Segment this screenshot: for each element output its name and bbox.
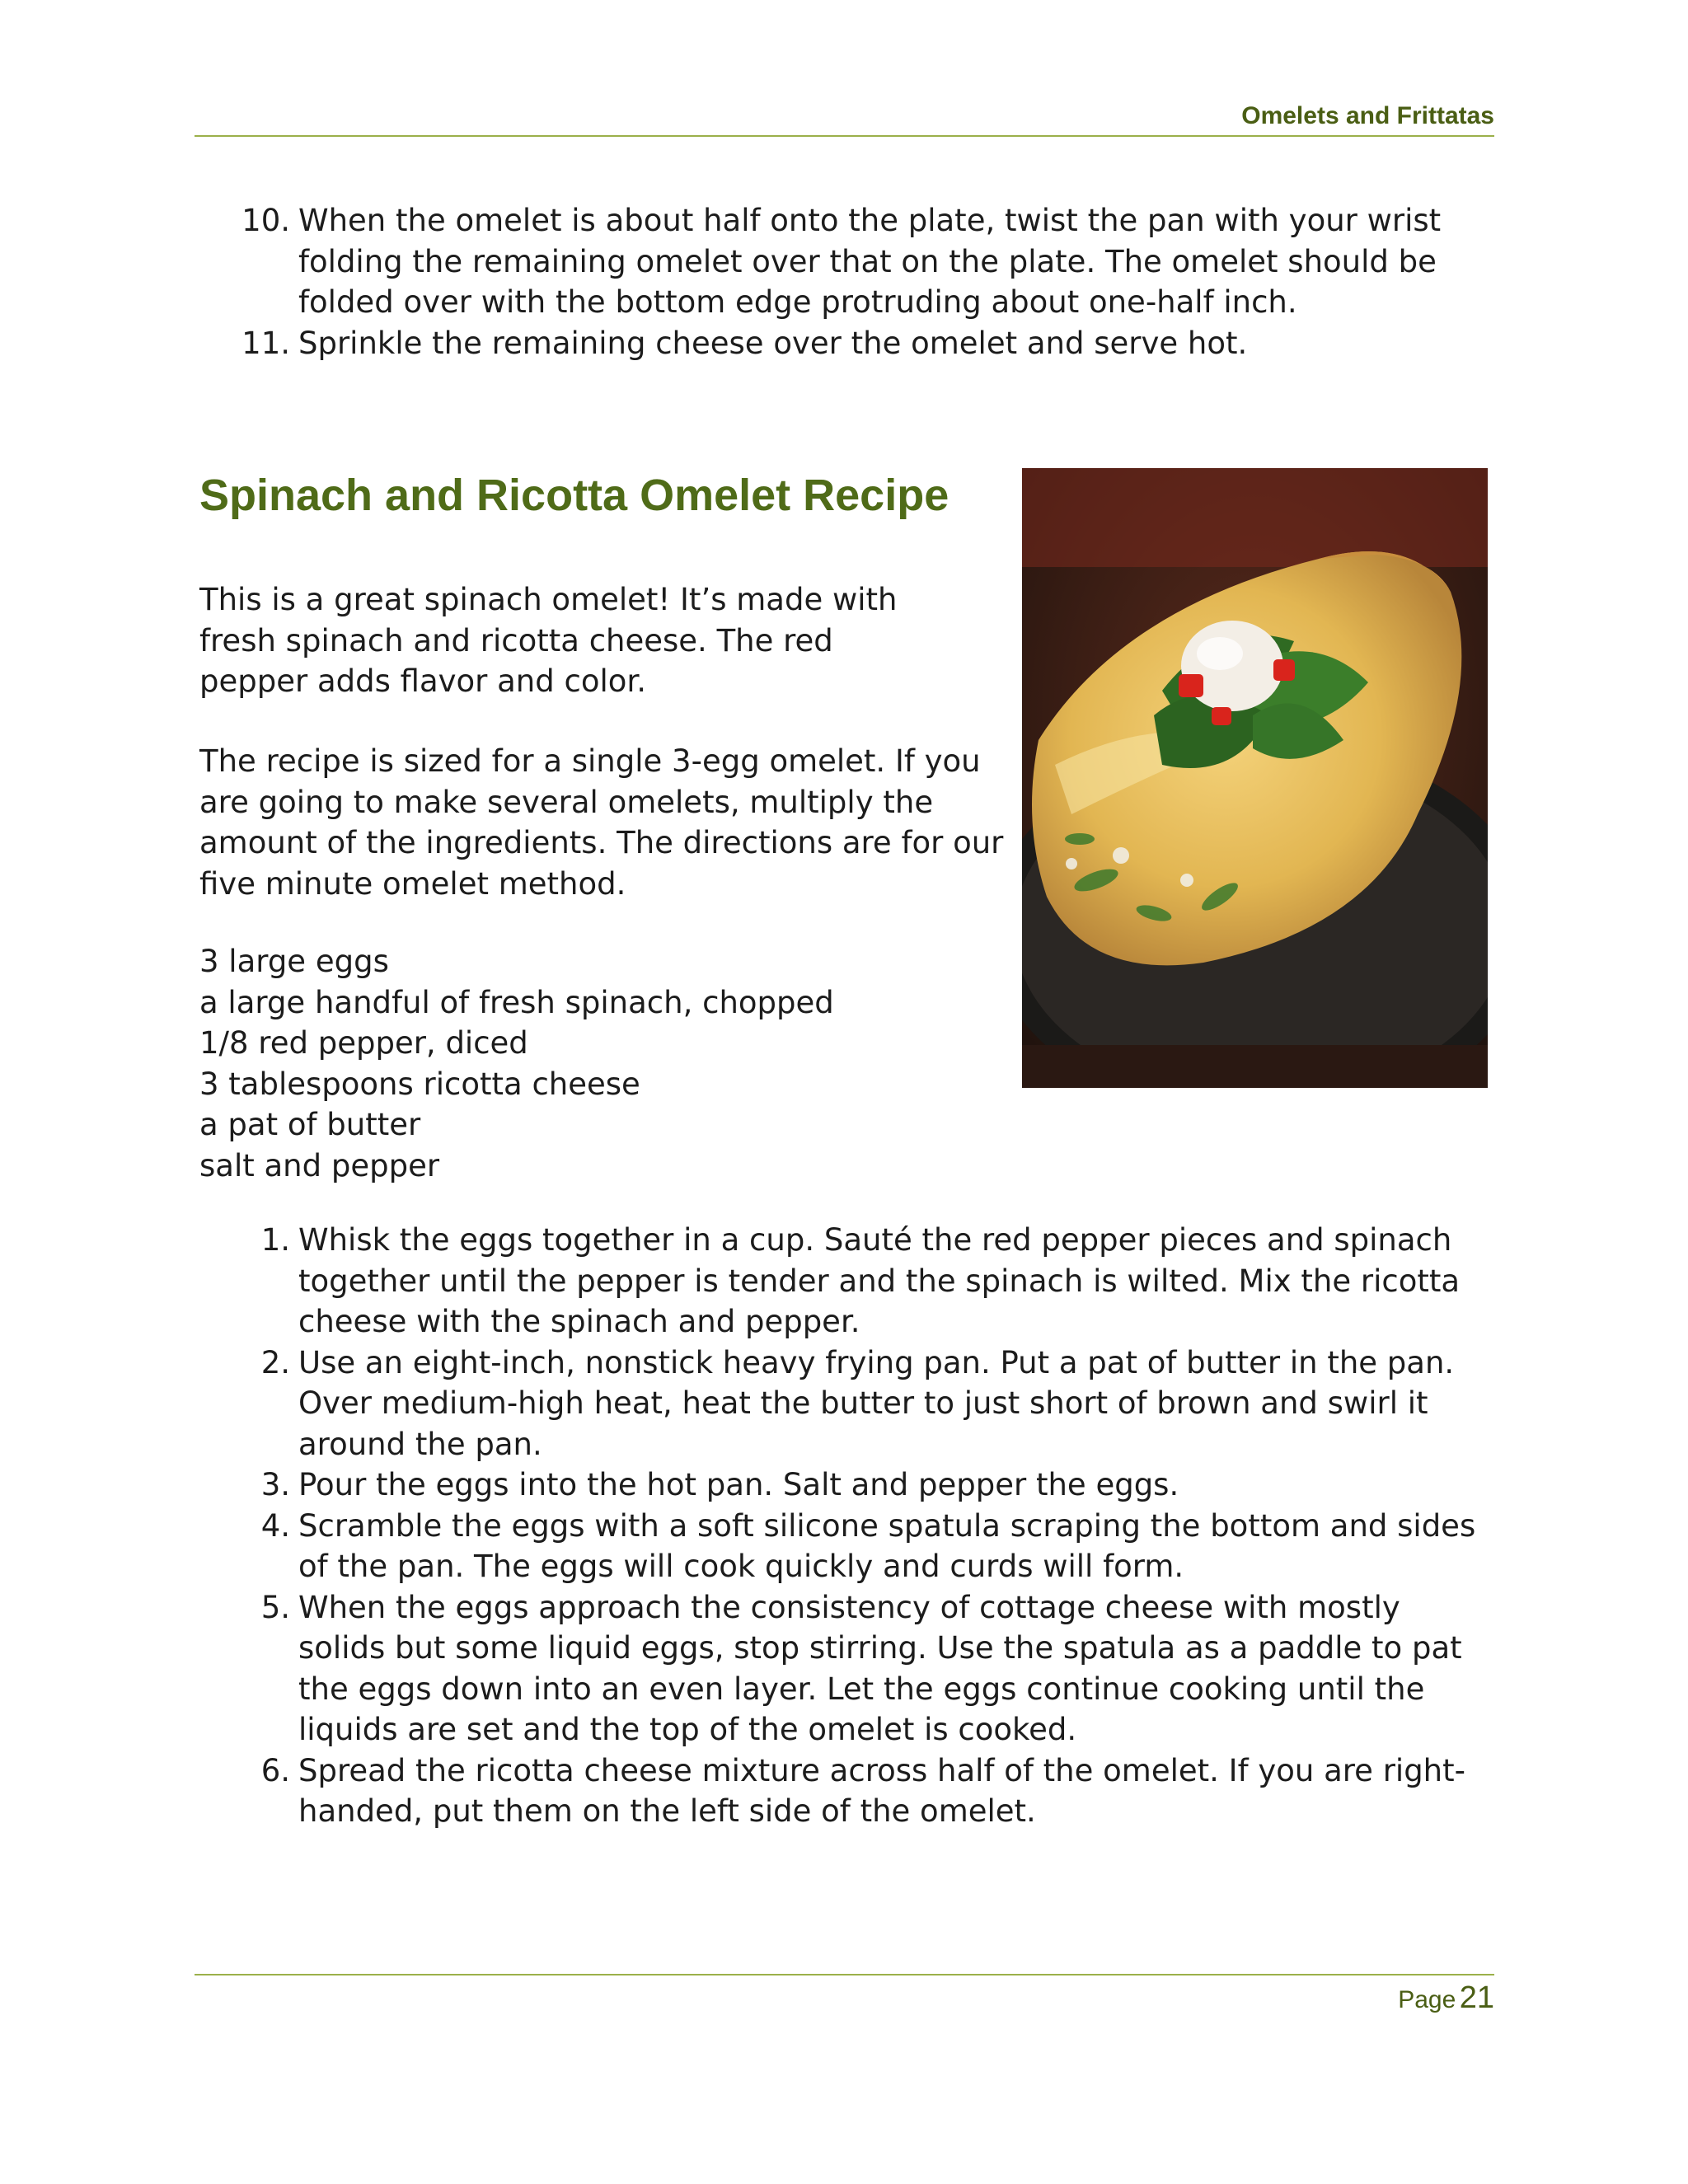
running-header: Omelets and Frittatas — [1241, 102, 1494, 129]
step-text: Sprinkle the remaining cheese over the omelet and serve hot. — [298, 325, 1248, 361]
list-item — [199, 323, 1485, 364]
step-text: Scramble the eggs with a soft silicone spatula scraping the bottom and sides of the pan. The eggs will cook quickly and curds will form. — [298, 1507, 1476, 1584]
list-item — [199, 1220, 1485, 1343]
list-item — [199, 1587, 1485, 1750]
step-text: When the eggs approach the consistency of cottage cheese with mostly solids but some liquid eggs, stop stirring. Use the spatula as a paddle to pat the eggs down into an even layer. Let the eggs continue cooking until the liquids are set and the top of the omelet is cooked. — [298, 1589, 1462, 1747]
list-item — [199, 1506, 1485, 1587]
ingredients-list — [199, 941, 1007, 1186]
header-rule — [195, 135, 1494, 137]
omelet-photo — [1022, 468, 1488, 1088]
step-number: 3. — [260, 1467, 290, 1502]
list-item — [199, 1465, 1485, 1506]
page-label: Page — [1398, 1986, 1456, 2013]
ingredient-item: 3 large eggs — [199, 944, 389, 979]
ingredient-item: 3 tablespoons ricotta cheese — [199, 1066, 640, 1102]
step-number: 5. — [260, 1589, 290, 1625]
step-text: Use an eight-inch, nonstick heavy frying pan. Put a pat of butter in the pan. Over medium-high heat, heat the butter to just short of brown and swirl it around the pan. — [298, 1344, 1455, 1462]
step-number: 11. — [241, 325, 290, 361]
step-number: 4. — [260, 1507, 290, 1544]
list-item — [199, 1343, 1485, 1465]
intro-paragraph: This is a great spinach omelet! It’s made with fresh spinach and ricotta cheese. The red pepper adds flavor and color. — [199, 582, 898, 699]
recipe-title: Spinach and Ricotta Omelet Recipe — [199, 471, 950, 520]
footer-rule — [195, 1974, 1494, 1975]
step-text: When the omelet is about half onto the plate, twist the pan with your wrist folding the remaining omelet over that on the plate. The omelet should be folded over with the bottom edge protruding about one-half inch. — [298, 203, 1442, 320]
step-number: 2. — [260, 1344, 290, 1380]
step-number: 6. — [260, 1752, 290, 1788]
step-text: Spread the ricotta cheese mixture across half of the omelet. If you are right-handed, put them on the left side of the omelet. — [298, 1752, 1465, 1829]
page-number: 21 — [1459, 1980, 1494, 2015]
step-text: Whisk the eggs together in a cup. Sauté the red pepper pieces and spinach together until the pepper is tender and the spinach is wilted. Mix the ricotta cheese with the spinach and pepper. — [298, 1222, 1461, 1339]
list-item — [199, 1750, 1485, 1832]
ingredient-item: a pat of butter — [199, 1107, 421, 1142]
directions-list — [199, 1220, 1485, 1832]
ingredient-item: salt and pepper — [199, 1147, 440, 1183]
step-number: 10. — [241, 203, 290, 238]
step-number: 1. — [260, 1222, 290, 1258]
continued-steps-list — [199, 200, 1485, 363]
list-item — [199, 200, 1485, 323]
ingredient-item: a large handful of fresh spinach, chopped — [199, 984, 834, 1020]
ingredient-item: 1/8 red pepper, diced — [199, 1025, 528, 1061]
intro-paragraph: The recipe is sized for a single 3-egg omelet. If you are going to make several omelets, multiply the amount of the ingredients. The directions are for our five minute omelet method. — [199, 743, 1004, 902]
step-text: Pour the eggs into the hot pan. Salt and pepper the eggs. — [298, 1467, 1179, 1502]
page-footer — [195, 1980, 1494, 2016]
